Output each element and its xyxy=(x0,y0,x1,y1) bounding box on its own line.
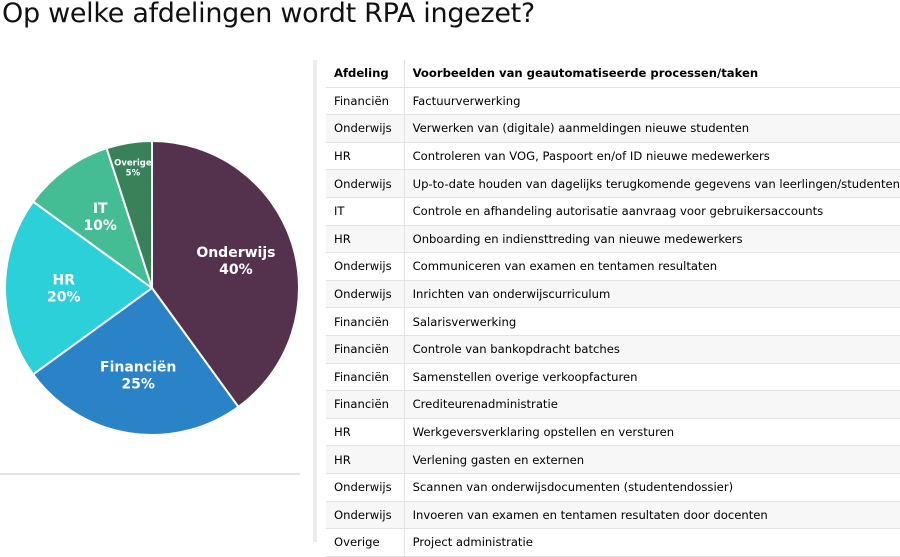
cell-afdeling: HR xyxy=(326,418,404,446)
table-row xyxy=(326,115,900,143)
cell-afdeling: HR xyxy=(326,142,404,170)
cell-afdeling: Financiën xyxy=(326,308,404,336)
slice-label: Overige xyxy=(114,158,152,169)
cell-proces: Samenstellen overige verkoopfacturen xyxy=(404,363,900,391)
table-row xyxy=(326,335,900,363)
table-row xyxy=(326,225,900,253)
column-header-voorbeelden: Voorbeelden van geautomatiseerde processen/taken xyxy=(404,60,900,87)
table-row xyxy=(326,529,900,557)
slice-value: 25% xyxy=(121,376,155,393)
column-separator xyxy=(313,60,317,542)
table-row xyxy=(326,363,900,391)
cell-afdeling: Financiën xyxy=(326,87,404,115)
cell-afdeling: Financiën xyxy=(326,363,404,391)
cell-proces: Controle en afhandeling autorisatie aanvraag voor gebruikersaccounts xyxy=(404,197,900,225)
process-table xyxy=(326,60,900,557)
cell-afdeling: Onderwijs xyxy=(326,170,404,198)
table-row xyxy=(326,142,900,170)
cell-proces: Scannen van onderwijsdocumenten (studentendossier) xyxy=(404,473,900,501)
pie-chart-svg xyxy=(0,140,310,450)
cell-afdeling: Onderwijs xyxy=(326,501,404,529)
cell-proces: Factuurverwerking xyxy=(404,87,900,115)
table-row xyxy=(326,446,900,474)
cell-proces: Werkgeversverklaring opstellen en versturen xyxy=(404,418,900,446)
cell-proces: Communiceren van examen en tentamen resultaten xyxy=(404,253,900,281)
cell-afdeling: Overige xyxy=(326,529,404,557)
cell-proces: Up-to-date houden van dagelijks terugkomende gegevens van leerlingen/studenten xyxy=(404,170,900,198)
table-row xyxy=(326,280,900,308)
cell-afdeling: HR xyxy=(326,446,404,474)
slice-label: IT xyxy=(92,201,108,217)
cell-proces: Verwerken van (digitale) aanmeldingen nieuwe studenten xyxy=(404,115,900,143)
cell-afdeling: Financiën xyxy=(326,335,404,363)
cell-afdeling: Onderwijs xyxy=(326,473,404,501)
table-row xyxy=(326,253,900,281)
cell-proces: Controle van bankopdracht batches xyxy=(404,335,900,363)
column-header-afdeling: Afdeling xyxy=(326,60,404,87)
table-row xyxy=(326,501,900,529)
cell-afdeling: Financiën xyxy=(326,391,404,419)
table-row xyxy=(326,170,900,198)
cell-proces: Controleren van VOG, Paspoort en/of ID nieuwe medewerkers xyxy=(404,142,900,170)
table-header-row xyxy=(326,60,900,87)
slice-value: 10% xyxy=(83,218,117,234)
slice-label: Financiën xyxy=(100,359,177,376)
cell-proces: Crediteurenadministratie xyxy=(404,391,900,419)
pie-chart xyxy=(0,140,310,450)
cell-afdeling: Onderwijs xyxy=(326,280,404,308)
cell-proces: Onboarding en indiensttreding van nieuwe medewerkers xyxy=(404,225,900,253)
table-row xyxy=(326,473,900,501)
cell-afdeling: Onderwijs xyxy=(326,115,404,143)
slice-label: Onderwijs xyxy=(196,245,276,262)
slice-value: 40% xyxy=(219,262,253,279)
page-title: Op welke afdelingen wordt RPA ingezet? xyxy=(2,0,535,29)
cell-proces: Project administratie xyxy=(404,529,900,557)
cell-afdeling: IT xyxy=(326,197,404,225)
table-row xyxy=(326,391,900,419)
divider xyxy=(0,473,300,475)
table-row xyxy=(326,308,900,336)
cell-proces: Inrichten van onderwijscurriculum xyxy=(404,280,900,308)
cell-proces: Invoeren van examen en tentamen resultaten door docenten xyxy=(404,501,900,529)
cell-proces: Salarisverwerking xyxy=(404,308,900,336)
cell-afdeling: Onderwijs xyxy=(326,253,404,281)
cell-afdeling: HR xyxy=(326,225,404,253)
table-row xyxy=(326,197,900,225)
slice-label: HR xyxy=(52,272,76,289)
slice-value: 5% xyxy=(125,168,141,179)
slice-value: 20% xyxy=(47,289,81,306)
table-row xyxy=(326,418,900,446)
table-row xyxy=(326,87,900,115)
cell-proces: Verlening gasten en externen xyxy=(404,446,900,474)
